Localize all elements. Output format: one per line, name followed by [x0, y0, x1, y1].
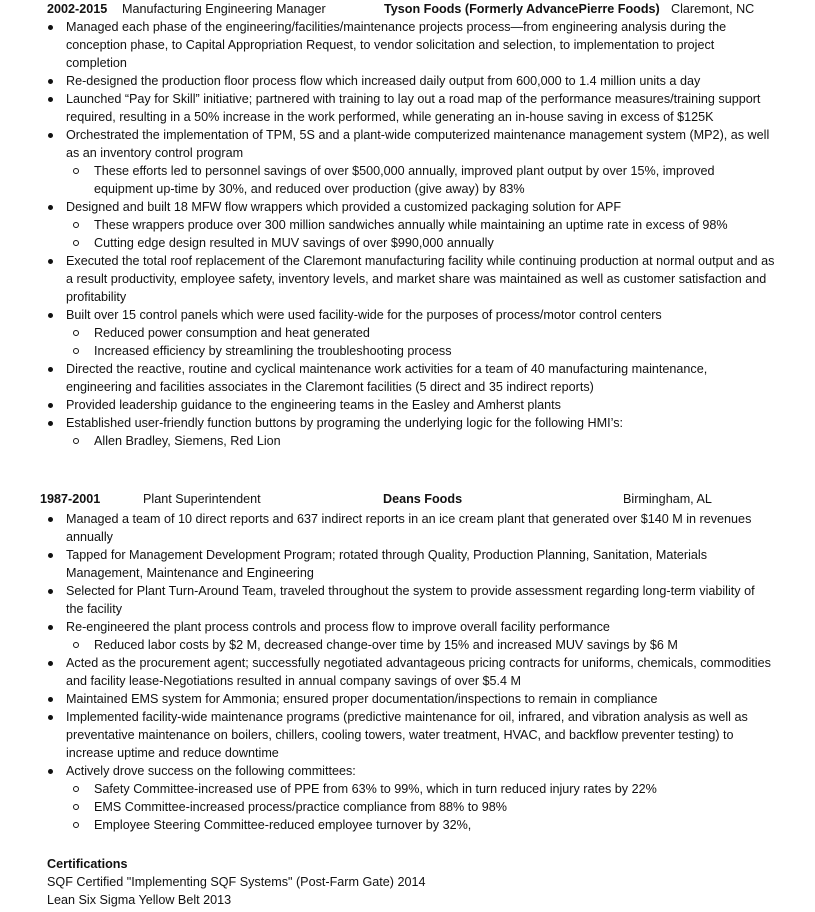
job-title: Plant Superintendent — [143, 492, 261, 506]
bullet-item — [0, 396, 815, 414]
sub-bullet-list — [66, 432, 775, 450]
bullet-item — [0, 18, 815, 72]
certification-item: Lean Six Sigma Yellow Belt 2013 — [47, 893, 232, 907]
bullet-text: Orchestrated the implementation of TPM, 5S and a plant-wide computerized maintenance management system (MP2), as well as an inventory control program — [66, 128, 770, 160]
sub-bullet-list — [66, 780, 775, 834]
bullet-item — [0, 72, 815, 90]
bullet-item — [0, 252, 815, 306]
bullet-item — [0, 618, 815, 654]
bullet-text: Maintained EMS system for Ammonia; ensured proper documentation/inspections to remain in compliance — [66, 692, 658, 706]
bullet-text: Implemented facility-wide maintenance programs (predictive maintenance for oil, infrared, and vibration analysis as well as preventative maintenance on boilers, chillers, cooling towers, water treatment, HVAC, and backflow preventer testing) to increase uptime and reduce downtime — [66, 710, 748, 760]
bullet-text: Managed each phase of the engineering/facilities/maintenance projects process—from engineering analysis during the conception phase, to Capital Appropriation Request, to vendor solicitation and selection, to implementation to project completion — [66, 20, 727, 70]
bullet-text: Selected for Plant Turn-Around Team, traveled throughout the system to provide assessment regarding long-term viability of the facility — [66, 584, 755, 616]
job-bullet-list — [0, 510, 815, 834]
bullet-item — [0, 582, 815, 618]
bullet-item — [0, 654, 815, 690]
job-location: Birmingham, AL — [623, 492, 712, 506]
bullet-text: Established user-friendly function buttons by programing the underlying logic for the following HMI’s: — [66, 416, 623, 430]
bullet-item — [0, 546, 815, 582]
bullet-text: Provided leadership guidance to the engineering teams in the Easley and Amherst plants — [66, 398, 561, 412]
sub-bullet-item: Cutting edge design resulted in MUV savings of over $990,000 annually — [94, 234, 775, 252]
bullet-item — [0, 360, 815, 396]
job-header — [0, 0, 815, 18]
job-header — [0, 490, 815, 508]
bullet-text: Launched “Pay for Skill” initiative; partnered with training to lay out a road map of the performance measures/training support required, resulting in a 50% increase in the work performed, while generating an in-house saving in excess of $125K — [66, 92, 761, 124]
sub-bullet-item: EMS Committee-increased process/practice compliance from 88% to 98% — [94, 798, 775, 816]
sub-bullet-item: Reduced labor costs by $2 M, decreased change-over time by 15% and increased MUV savings by $6 M — [94, 636, 775, 654]
bullet-text: Designed and built 18 MFW flow wrappers which provided a customized packaging solution for APF — [66, 200, 622, 214]
job-bullet-list — [0, 18, 815, 450]
sub-bullet-item: Employee Steering Committee-reduced employee turnover by 32%, — [94, 816, 775, 834]
bullet-text: Re-designed the production floor process flow which increased daily output from 600,000 to 1.4 million units a day — [66, 74, 701, 88]
bullet-item — [0, 126, 815, 198]
certification-item: SQF Certified "Implementing SQF Systems" (Post-Farm Gate) 2014 — [47, 875, 426, 889]
bullet-text: Managed a team of 10 direct reports and 637 indirect reports in an ice cream plant that generated over $140 M in revenues annually — [66, 512, 752, 544]
bullet-item — [0, 510, 815, 546]
bullet-text: Executed the total roof replacement of the Claremont manufacturing facility while continuing production at normal output and as a result productivity, employee safety, inventory levels, and market share was maintained as well as customer satisfaction and profitability — [66, 254, 775, 304]
job-years: 1987-2001 — [40, 492, 101, 506]
job-title: Manufacturing Engineering Manager — [122, 2, 326, 16]
bullet-text: Directed the reactive, routine and cyclical maintenance work activities for a team of 40 manufacturing maintenance, engineering and facilities associates in the Claremont facilities (5 direct and 35 indirect reports) — [66, 362, 708, 394]
bullet-text: Actively drove success on the following committees: — [66, 764, 356, 778]
bullet-item — [0, 198, 815, 252]
job-location: Claremont, NC — [671, 2, 755, 16]
bullet-text: Acted as the procurement agent; successfully negotiated advantageous pricing contracts for uniforms, chemicals, commodities and facility lease-Negotiations resulted in annual company savings of over $5.4 M — [66, 656, 771, 688]
bullet-text: Tapped for Management Development Program; rotated through Quality, Production Planning, Sanitation, Materials Management, Maintenance and Engineering — [66, 548, 708, 580]
bullet-item — [0, 690, 815, 708]
bullet-text: Re-engineered the plant process controls and process flow to improve overall facility performance — [66, 620, 610, 634]
sub-bullet-item: Increased efficiency by streamlining the troubleshooting process — [94, 342, 775, 360]
sub-bullet-item: Allen Bradley, Siemens, Red Lion — [94, 432, 775, 450]
job-company: Tyson Foods (Formerly AdvancePierre Foods) — [384, 2, 660, 16]
job-company: Deans Foods — [383, 492, 463, 506]
sub-bullet-list — [66, 162, 775, 198]
sub-bullet-list — [66, 324, 775, 360]
bullet-text: Built over 15 control panels which were used facility-wide for the purposes of process/motor control centers — [66, 308, 662, 322]
sub-bullet-item: Reduced power consumption and heat generated — [94, 324, 775, 342]
bullet-item — [0, 708, 815, 762]
sub-bullet-item: These wrappers produce over 300 million sandwiches annually while maintaining an uptime rate in excess of 98% — [94, 216, 775, 234]
certifications-heading: Certifications — [47, 857, 128, 871]
bullet-item — [0, 90, 815, 126]
bullet-item — [0, 414, 815, 450]
certifications-section — [47, 855, 425, 909]
sub-bullet-item: Safety Committee-increased use of PPE from 63% to 99%, which in turn reduced injury rates by 22% — [94, 780, 775, 798]
job-years: 2002-2015 — [47, 2, 108, 16]
sub-bullet-list — [66, 216, 775, 252]
sub-bullet-item: These efforts led to personnel savings of over $500,000 annually, improved plant output by over 15%, improved equipment up-time by 30%, and reduced over production (give away) by 83% — [94, 162, 775, 198]
sub-bullet-list — [66, 636, 775, 654]
bullet-item — [0, 762, 815, 834]
bullet-item — [0, 306, 815, 360]
